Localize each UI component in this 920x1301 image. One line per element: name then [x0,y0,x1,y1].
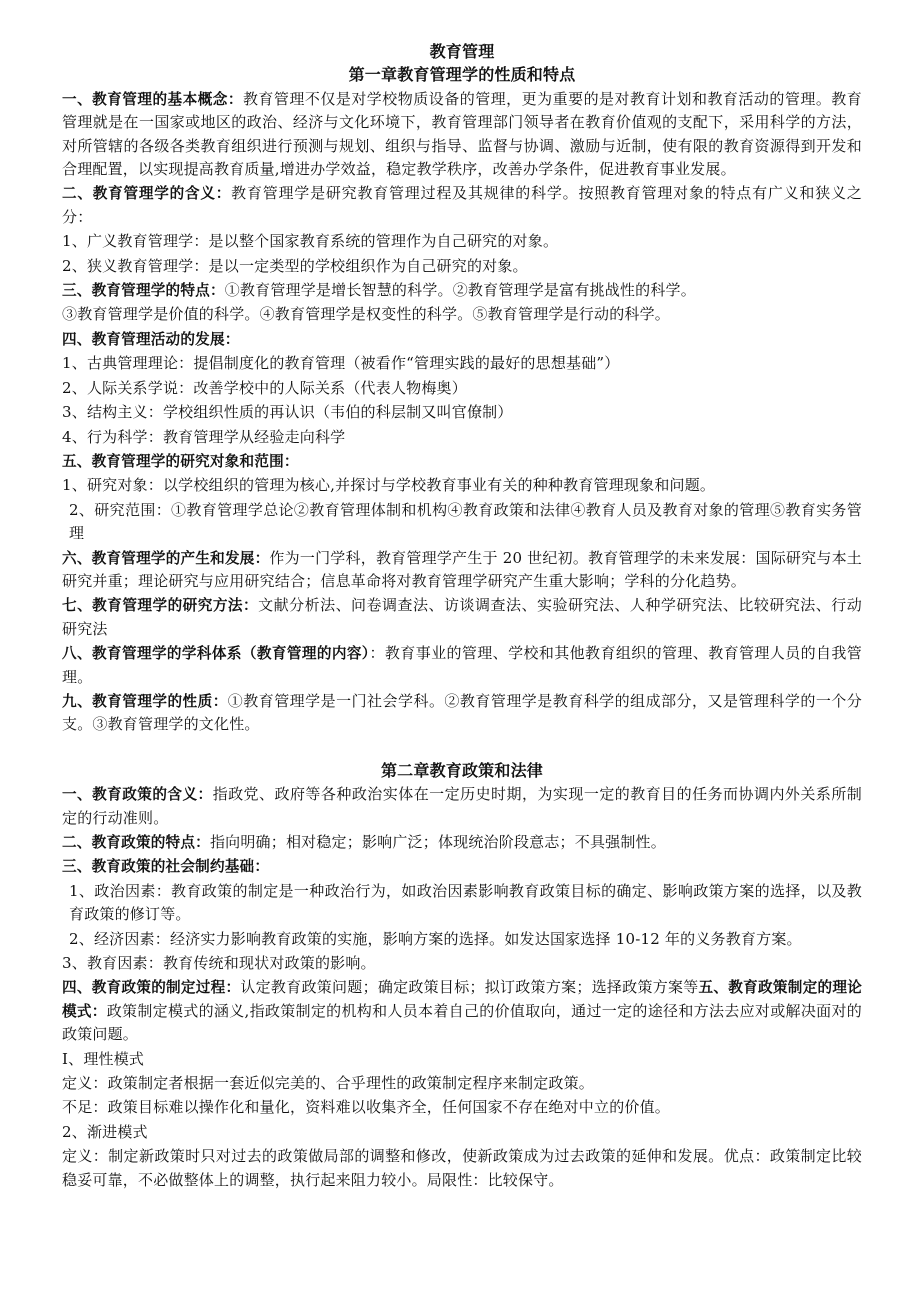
c1-section5-item2: 2、研究范围：①教育管理学总论②教育管理体制和机构④教育政策和法律④教育人员及教育对象的管理⑤教育实务管理 [69,500,862,543]
c1-section6-body: 作为一门学科，教育管理学产生于 20 世纪初。教育管理学的未来发展：国际研究与本土研究并重；理论研究与应用研究结合；信息革命将对教育管理学研究产生重大影响；学科的分化趋势。 [62,548,862,590]
c1-section2 [62,182,862,229]
c1-section5-heading: 五、教育管理学的研究对象和范围： [62,452,299,470]
chapter2-title: 第二章教育政策和法律 [380,760,543,780]
c2-section5-body: 政策制定模式的涵义,指政策制定的机构和人员本着自己的价值取向，通过一定的途径和方法去应对或解决面对的政策问题。 [62,1001,862,1044]
c1-section2-item2: 2、狭义教育管理学：是以一定类型的学校组织作为自己研究的对象。 [62,256,528,275]
c2-model2-title: 2、渐进模式 [62,1122,148,1141]
c2-section5-heading: 五、教育政策制定的理论模式： [62,979,862,1020]
c1-section1 [62,88,862,182]
c2-section3 [62,855,862,878]
c1-section8-heading: 八、教育管理学的学科体系（教育管理的内容） [62,645,370,663]
c1-section4-item2: 2、人际关系学说：改善学校中的人际关系（代表人物梅奥） [62,378,467,397]
c1-section7-heading: 七、教育管理学的研究方法： [62,597,259,615]
c2-section3-item1: 1、政治因素：教育政策的制定是一种政治行为，如政治因素影响教育政策目标的确定、影响政策方案的选择，以及教育政策的修订等。 [69,881,862,924]
c1-section9 [62,690,862,737]
c2-model1-title: I、理性模式 [62,1049,145,1068]
c2-section1-heading: 一、教育政策的含义： [62,786,213,804]
c1-section7-body: 文献分析法、问卷调查法、访谈调查法、实验研究法、人种学研究法、比较研究法、行动研究法 [62,596,862,638]
c2-model1-shortcoming: 不足：政策目标难以操作化和量化，资料难以收集齐全，任何国家不存在绝对中立的价值。 [62,1098,671,1117]
c1-section1-body: 教育管理不仅是对学校物质设备的管理，更为重要的是对教育计划和教育活动的管理。教育管理就是在一国家或地区的政治、经济与文化环境下，教育管理部门领导者在教育价值观的支配下，采用科学的方法，对所管辖的各级各类教育组织进行预测与规划、组织与指导、监督与协调、激励与近制，使有限的教育资源得到开发和合理配置，以实现提高教育质量,增进办学效益，稳定教学秩序，改善办学条件，促进教育事业发展。 [62,89,862,179]
c1-section8 [62,642,862,689]
c1-section8-body: ：教育事业的管理、学校和其他教育组织的管理、教育管理人员的自我管理。 [62,644,862,686]
c1-section4-heading: 四、教育管理活动的发展： [62,330,240,348]
c2-section1-body: 指政党、政府等各种政治实体在一定历史时期，为实现一定的教育目的任务而协调内外关系所制定的行动准则。 [62,785,862,827]
c2-section4-5 [62,976,862,1046]
c1-section6-heading: 六、教育管理学的产生和发展： [62,549,270,567]
c1-section4 [62,328,862,351]
c1-section1-heading: 一、教育管理的基本概念： [62,90,243,108]
c1-section3-heading: 三、教育管理学的特点： [62,282,225,300]
c1-section2-heading: 二、教育管理学的含义： [62,185,232,203]
c1-section6 [62,547,862,594]
c2-section3-item3: 3、教育因素：教育传统和现状对政策的影响。 [62,954,376,973]
c1-section2-body: 教育管理学是研究教育管理过程及其规律的科学。按照教育管理对象的特点有广义和狭义之分： [62,184,862,226]
c1-section2-item1: 1、广义教育管理学：是以整个国家教育系统的管理作为自己研究的对象。 [62,232,559,251]
c2-section4-body: 认定教育政策问题；确定政策目标；拟订政策方案；选择政策方案等 [240,978,699,997]
document-title: 教育管理 [429,42,495,61]
c1-section9-body: ①教育管理学是一门社会学科。②教育管理学是教育科学的组成部分，又是管理科学的一个分支。③教育管理学的文化性。 [62,691,862,734]
c1-section3 [62,279,862,302]
chapter1-title: 第一章教育管理学的性质和特点 [348,65,576,85]
c2-section1 [62,783,862,830]
c2-section2 [62,831,862,854]
c1-section3-body2: ③教育管理学是价值的科学。④教育管理学是权变性的科学。⑤教育管理学是行动的科学。 [62,305,671,324]
c1-section5 [62,450,862,473]
c2-section2-heading: 二、教育政策的特点： [62,834,210,851]
c1-section4-item1: 1、古典管理理论：提倡制度化的教育管理（被看作“管理实践的最好的思想基础”） [62,354,620,373]
c1-section4-item3: 3、结构主义：学校组织性质的再认识（韦伯的科层制又叫官僚制） [62,403,513,422]
c2-section3-heading: 三、教育政策的社会制约基础： [62,858,270,876]
c1-section5-item1: 1、研究对象：以学校组织的管理为核心,并探讨与学校教育事业有关的种种教育管理现象和问题。 [62,476,716,495]
c1-section3-body1: ①教育管理学是增长智慧的科学。②教育管理学是富有挑战性的科学。 [224,281,696,300]
c2-section2-body: 指向明确；相对稳定；影响广泛；体现统治阶段意志；不具强制性。 [209,833,666,851]
c2-section3-item2: 2、经济因素：经济实力影响教育政策的实施，影响方案的选择。如发达国家选择 10-12 年的义务教育方案。 [69,929,802,948]
c2-model2-definition: 定义：制定新政策时只对过去的政策做局部的调整和修改，使新政策成为过去政策的延伸和发展。优点：政策制定比较稳妥可靠，不必做整体上的调整，执行起来阻力较小。局限性：比较保守。 [62,1147,862,1189]
c1-section4-item4: 4、行为科学：教育管理学从经验走向科学 [62,427,346,446]
c1-section7 [62,594,862,641]
c1-section9-heading: 九、教育管理学的性质： [62,692,228,710]
c2-model1-definition: 定义：政策制定者根据一套近似完美的、合乎理性的政策制定程序来制定政策。 [62,1074,595,1093]
c2-section4-heading: 四、教育政策的制定过程： [62,979,241,997]
